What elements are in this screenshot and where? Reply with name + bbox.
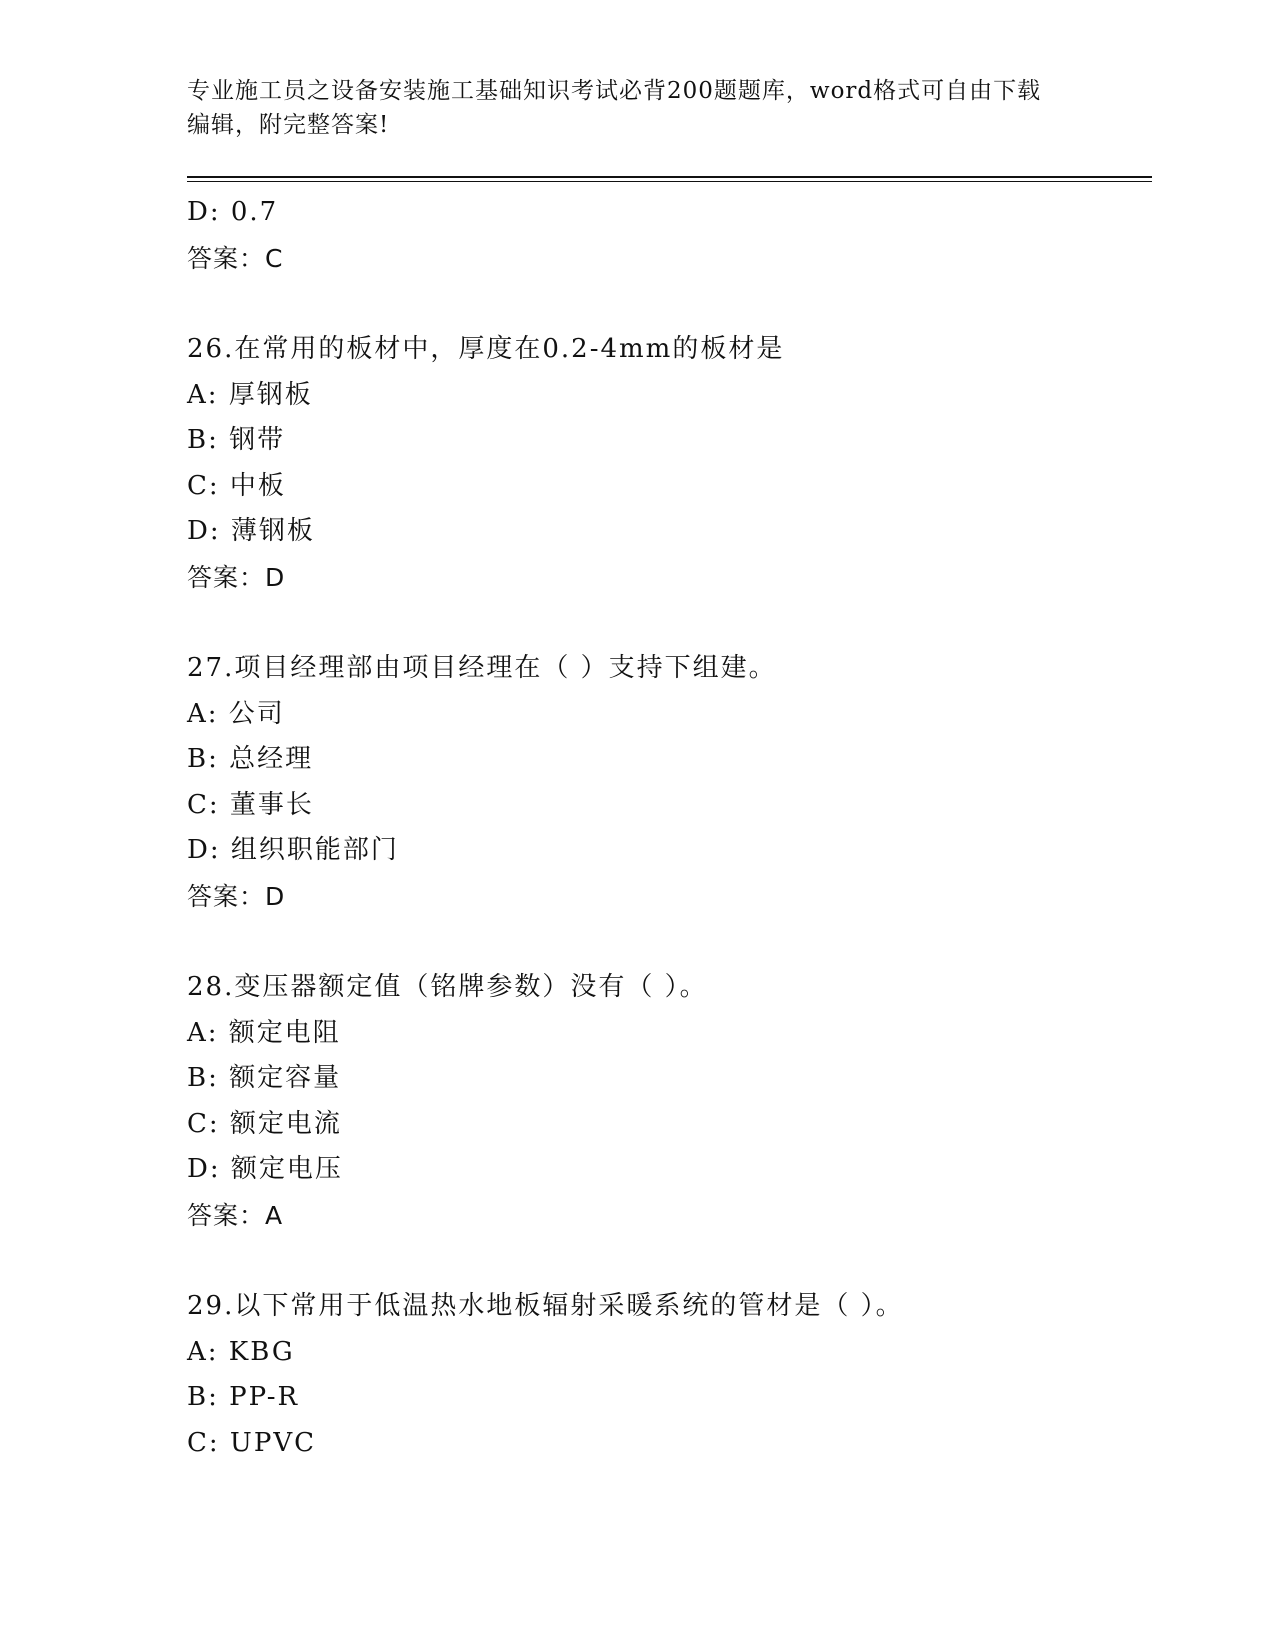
question-block-26 (187, 327, 1152, 600)
question-stem: 28.变压器额定值（铭牌参数）没有（ ）。 (187, 972, 708, 1002)
option-a: A: 公司 (187, 698, 285, 729)
option-c: C: 额定电流 (187, 1108, 342, 1139)
option-c: C: UPVC (187, 1427, 316, 1458)
answer: 答案：D (187, 562, 286, 592)
question-block-27 (187, 646, 1152, 919)
answer: 答案：A (187, 1200, 284, 1230)
option-a: A: 额定电阻 (187, 1017, 341, 1048)
option-d-previous: D: 0.7 (187, 197, 279, 227)
page-header (187, 74, 1087, 142)
question-block-29 (187, 1284, 1152, 1466)
option-b: B: PP-R (187, 1382, 300, 1412)
option-b: B: 钢带 (187, 425, 286, 455)
spacer (187, 600, 1152, 646)
option-d: D: 薄钢板 (187, 516, 315, 546)
header-title-line-1: 专业施工员之设备安装施工基础知识考试必背200题题库，word格式可自由下载 (187, 78, 1042, 104)
spacer (187, 919, 1152, 965)
question-content (187, 190, 1152, 1466)
question-stem: 26.在常用的板材中，厚度在0.2-4mm的板材是 (187, 334, 785, 364)
question-block-28 (187, 965, 1152, 1238)
header-divider (187, 176, 1152, 182)
option-d: D: 组织职能部门 (187, 835, 399, 865)
spacer (187, 1238, 1152, 1284)
option-b: B: 额定容量 (187, 1063, 342, 1093)
question-stem: 29.以下常用于低温热水地板辐射采暖系统的管材是（ ）。 (187, 1291, 904, 1321)
option-a: A: 厚钢板 (187, 379, 313, 410)
spacer (187, 281, 1152, 327)
option-a: A: KBG (187, 1336, 295, 1367)
question-stem: 27.项目经理部由项目经理在（ ）支持下组建。 (187, 653, 777, 683)
option-b: B: 总经理 (187, 744, 314, 774)
header-title-line-2: 编辑，附完整答案! (187, 112, 390, 138)
option-d: D: 额定电压 (187, 1154, 343, 1184)
answer-previous: 答案：C (187, 243, 284, 273)
option-c: C: 中板 (187, 470, 286, 501)
option-c: C: 董事长 (187, 789, 314, 820)
answer: 答案：D (187, 881, 286, 911)
